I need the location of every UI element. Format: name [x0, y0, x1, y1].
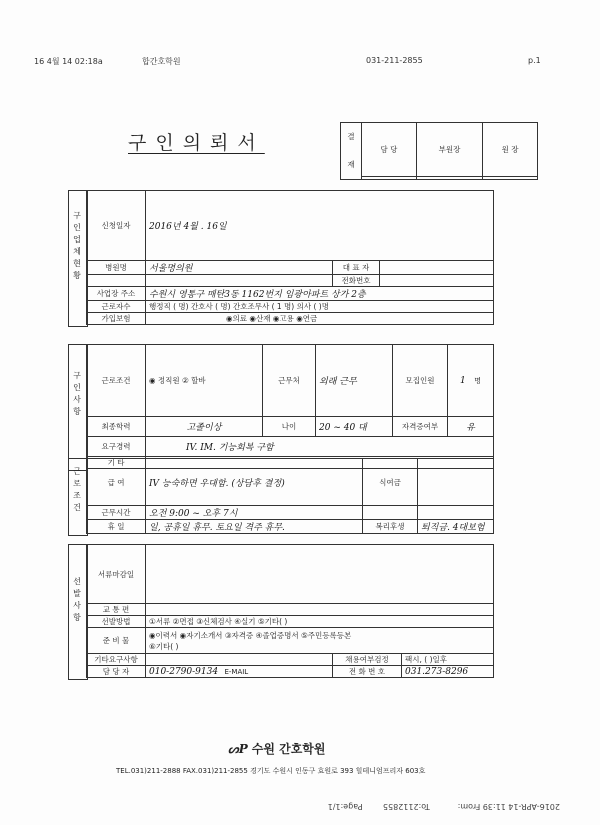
person-label: 담 당 자	[87, 666, 146, 678]
section3-table	[86, 458, 494, 534]
insurance-text: ◉의료 ◉산재 ◉고용 ◉연금	[146, 313, 494, 325]
footer-address: TEL.031)211-2888 FAX.031)211-2855 경기도 수원시 인동구 효원로 393 힐테니엄프리자 603호	[116, 767, 426, 775]
staff-text: 행정직 ( 명) 간호사 ( 명) 간호조무사 ( 1 명) 의사 ( )명	[146, 301, 494, 313]
fax-page: p.1	[528, 56, 541, 65]
deadline-label: 서류마감일	[87, 545, 146, 604]
pay-value: IV 능숙하면 우대함. (상담후 결정)	[146, 459, 363, 506]
fax-phone: 031-211-2855	[366, 56, 423, 65]
license-value: 유	[448, 417, 494, 437]
welfare-label: 복리후생	[363, 520, 418, 534]
school-logo: ᔕP 수원 간호학원	[228, 742, 326, 756]
method-label: 선발방법	[87, 616, 146, 628]
fax-time: 16 4월 14 02:18a	[34, 57, 103, 66]
approval-header: 담 당	[362, 123, 417, 177]
housing-text: 팩시, ( )일후	[402, 654, 494, 666]
section2-table	[86, 344, 494, 469]
section3-side-label: 근로조건	[73, 467, 81, 512]
hours-value: 오전 9:00 ~ 오후 7시	[146, 506, 363, 520]
place-label: 근무처	[263, 345, 316, 417]
approval-header: 부원장	[416, 123, 482, 177]
off-label: 휴 일	[87, 520, 146, 534]
email-label: E-MAIL	[224, 667, 249, 676]
document-title: 구인의뢰서	[128, 132, 265, 154]
pay-label: 급 여	[87, 459, 146, 506]
docs-cell	[146, 628, 494, 654]
hours-label: 근무시간	[87, 506, 146, 520]
age-label: 나이	[263, 417, 316, 437]
date-label: 신청일자	[87, 191, 146, 261]
approval-table	[340, 122, 538, 180]
other-req-label: 기타요구사항	[87, 654, 146, 666]
license-label: 자격증여부	[393, 417, 448, 437]
approval-header: 원 장	[483, 123, 538, 177]
cond-label: 근로조건	[87, 345, 146, 417]
age-value: 20 ~ 40 대	[316, 417, 393, 437]
req-value: IV. IM. 기능회복 구함	[146, 437, 494, 457]
section4-table	[86, 544, 494, 678]
welfare-value: 퇴직금. 4대보험	[418, 520, 494, 534]
insurance-label: 가입보험	[87, 313, 146, 325]
cond-value: ◉ 정직원 ② 할바	[146, 345, 263, 417]
hospital-label: 병원명	[87, 261, 146, 275]
fax-footer: 2016-APR-14 11:39 From: To:2112855 Page:1/1	[327, 802, 560, 811]
person-phone: 010-2790-9134	[149, 666, 219, 677]
etc-label: 기 타	[87, 457, 146, 469]
off-value: 일, 공휴일 휴무. 토요일 격주 휴무.	[146, 520, 363, 534]
address-value: 수원시 영통구 매탄3동 1162번지 임광아파트 상가 2층	[146, 287, 494, 301]
place-value: 외래 근무	[316, 345, 393, 417]
rep-label: 대 표 자	[333, 261, 380, 275]
docs-text: ◉이력서 ◉자기소개서 ③자격증 ④졸업증명서 ⑤주민등록등본	[149, 630, 352, 640]
docs-other: ⑥기타( )	[149, 641, 179, 651]
count-value: 1 명	[448, 345, 494, 417]
section2-side-label: 구인사항	[73, 371, 81, 416]
school-logo-icon: ᔕP	[228, 742, 248, 756]
hospital-value: 서울명의원	[146, 261, 333, 275]
edu-label: 최종학력	[87, 417, 146, 437]
tel-label: 전 화 번 호	[333, 666, 402, 678]
transport-label: 교 통 편	[87, 604, 146, 616]
edu-value: 고졸이상	[146, 417, 263, 437]
staff-label: 근로자수	[87, 301, 146, 313]
count-label: 모집인원	[393, 345, 448, 417]
date-value: 2016년 4월 . 16일	[146, 191, 494, 261]
section4-side-label: 선발사항	[73, 577, 81, 622]
method-text: ①서류 ②면접 ③신체검사 ④실기 ⑤기타( )	[146, 616, 494, 628]
approval-side-label: 결 재	[341, 123, 362, 180]
fax-sender: 합간호학원	[142, 57, 181, 66]
section1-table	[86, 190, 494, 325]
docs-label: 준 비 물	[87, 628, 146, 654]
person-cell	[146, 666, 333, 678]
tel-value: 031.273-8296	[402, 666, 494, 678]
housing-label: 채용여부검정	[333, 654, 402, 666]
phone-label: 전화번호	[333, 275, 380, 287]
address-label: 사업장 주소	[87, 287, 146, 301]
meal-label: 식여금	[363, 459, 418, 506]
section1-side-label: 구인업체현황	[73, 211, 81, 280]
req-label: 요구경력	[87, 437, 146, 457]
